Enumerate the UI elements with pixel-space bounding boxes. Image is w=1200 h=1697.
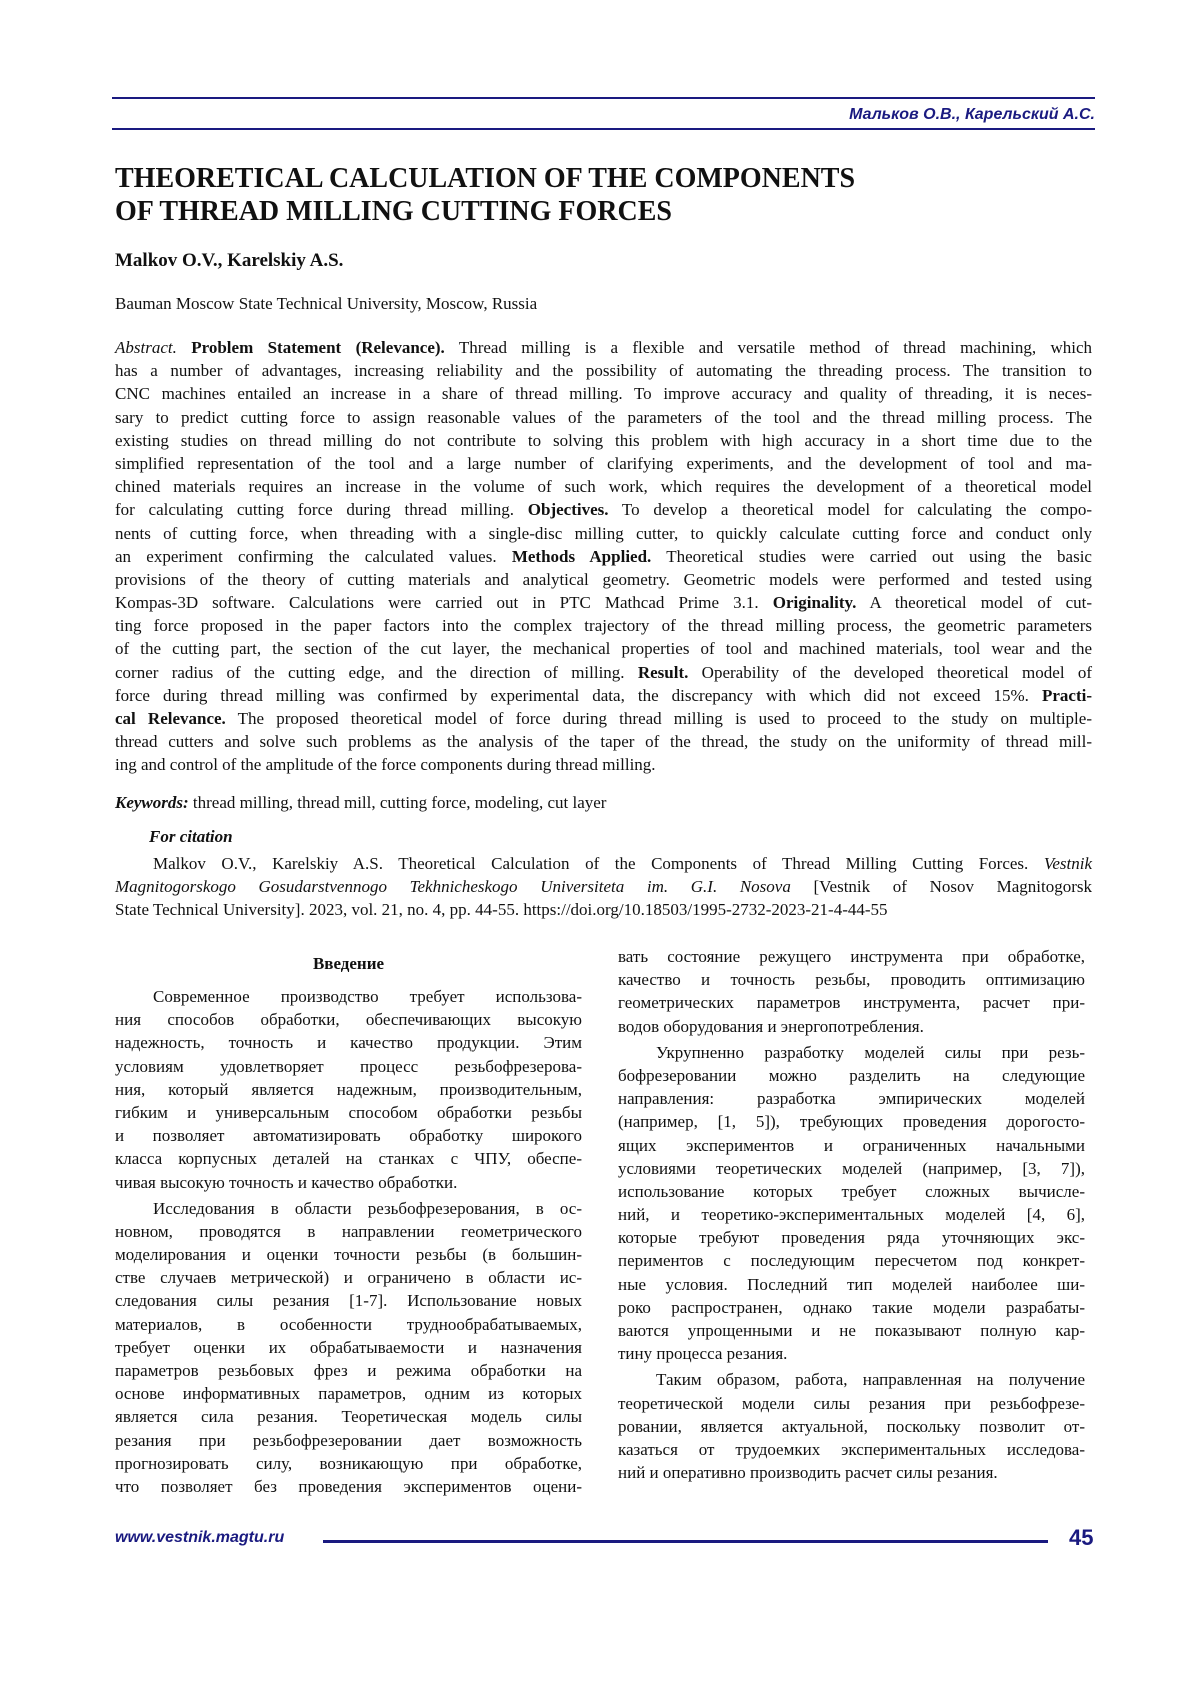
text-line bbox=[115, 791, 1092, 814]
text-line bbox=[115, 1124, 582, 1147]
text-run: прогнозировать силу, возникающую при обработке, bbox=[115, 1454, 582, 1473]
text-line bbox=[618, 1203, 1085, 1226]
author-affiliation: Bauman Moscow State Technical University, Moscow, Russia bbox=[115, 294, 537, 314]
text-line bbox=[115, 359, 1092, 382]
text-line bbox=[115, 614, 1092, 637]
text-line bbox=[115, 1429, 582, 1452]
text-run: CNC machines entailed an increase in a share of thread milling. To improve accuracy and quality of threading, it is neces- bbox=[115, 384, 1092, 403]
text-line bbox=[618, 1064, 1085, 1087]
text-run: for calculating cutting force during thread milling. bbox=[115, 500, 528, 519]
text-run: Thread milling is a flexible and versatile method of thread machining, which bbox=[445, 338, 1092, 357]
text-line bbox=[115, 429, 1092, 452]
text-run: стве случаев метрической) и ограничено в области ис- bbox=[115, 1268, 582, 1287]
text-run: corner radius of the cutting edge, and the direction of milling. bbox=[115, 663, 638, 682]
text-line bbox=[618, 991, 1085, 1014]
text-run: Исследования в области резьбофрезерования, в ос- bbox=[153, 1199, 582, 1218]
text-line bbox=[115, 684, 1092, 707]
text-line bbox=[115, 568, 1092, 591]
title-line-2: OF THREAD MILLING CUTTING FORCES bbox=[115, 195, 855, 228]
text-line bbox=[115, 1475, 582, 1498]
text-run: of the cutting part, the section of the cut layer, the mechanical properties of tool and machined materials, tool wear and the bbox=[115, 639, 1092, 658]
text-run: гибким и универсальным способом обработки резьбы bbox=[115, 1103, 582, 1122]
text-run: условиями теоретических моделей (например, [3, 7]), bbox=[618, 1159, 1085, 1178]
text-run: основе информативных параметров, одним из которых bbox=[115, 1384, 582, 1403]
text-line bbox=[618, 1273, 1085, 1296]
paragraph bbox=[115, 985, 582, 1194]
paragraph bbox=[618, 1041, 1085, 1366]
text-line bbox=[115, 1147, 582, 1170]
italic-run: Vestnik bbox=[1044, 854, 1092, 873]
text-run: водов оборудования и энергопотребления. bbox=[618, 1017, 924, 1036]
text-run bbox=[177, 338, 191, 357]
text-run: To develop a theoretical model for calculating the compo- bbox=[609, 500, 1093, 519]
text-line bbox=[618, 1415, 1085, 1438]
text-line bbox=[618, 1461, 1085, 1484]
running-header-authors: Мальков О.В., Карельский А.С. bbox=[849, 106, 1095, 124]
text-line bbox=[115, 336, 1092, 359]
italic-run: Magnitogorskogo Gosudarstvennogo Tekhnicheskogo Universiteta im. G.I. Nosova bbox=[115, 877, 791, 896]
header-top-rule bbox=[112, 97, 1095, 99]
text-run: казаться от трудоемких экспериментальных исследова- bbox=[618, 1440, 1085, 1459]
text-run: Operability of the developed theoretical model of bbox=[688, 663, 1092, 682]
intro-heading bbox=[115, 952, 582, 975]
italic-run: Abstract. bbox=[115, 338, 177, 357]
text-run: Kompas-3D software. Calculations were carried out in PTC Mathcad Prime 3.1. bbox=[115, 593, 773, 612]
text-line bbox=[115, 661, 1092, 684]
text-line bbox=[115, 852, 1092, 875]
text-line bbox=[115, 1031, 582, 1054]
paragraph bbox=[618, 945, 1085, 1038]
text-line bbox=[618, 1438, 1085, 1461]
text-run: simplified representation of the tool and a large number of clarifying experiments, and the development of tool and ma- bbox=[115, 454, 1092, 473]
text-run: force during thread milling was confirmed by experimental data, the discrepancy with which did not exceed 15%. bbox=[115, 686, 1042, 705]
text-run: has a number of advantages, increasing reliability and the possibility of automating the threading process. The transition to bbox=[115, 361, 1092, 380]
text-run: ния, который является надежным, производительным, bbox=[115, 1080, 582, 1099]
bold-run: Practi- bbox=[1042, 686, 1092, 705]
text-run: роко распространен, однако такие модели разрабаты- bbox=[618, 1298, 1085, 1317]
bold-run: Result. bbox=[638, 663, 689, 682]
citation-heading: For citation bbox=[149, 825, 233, 848]
text-line bbox=[115, 475, 1092, 498]
text-run: ящих экспериментов и ограниченных начальными bbox=[618, 1136, 1085, 1155]
text-run: Укрупненно разработку моделей силы при резь- bbox=[656, 1043, 1085, 1062]
text-line bbox=[115, 1220, 582, 1243]
text-run: ные условия. Последний тип моделей наиболее ши- bbox=[618, 1275, 1085, 1294]
text-line bbox=[115, 1243, 582, 1266]
text-line bbox=[115, 1452, 582, 1475]
text-line bbox=[618, 1015, 1085, 1038]
bold-italic-run: Keywords: bbox=[115, 793, 189, 812]
text-run: что позволяет без проведения экспериментов оцени- bbox=[115, 1477, 582, 1496]
text-line bbox=[115, 1266, 582, 1289]
text-run: provisions of the theory of cutting materials and analytical geometry. Geometric models were performed and tested using bbox=[115, 570, 1092, 589]
text-run: [Vestnik of Nosov Magnitogorsk bbox=[791, 877, 1092, 896]
text-run: existing studies on thread milling do not contribute to solving this problem with high accuracy in a short time due to the bbox=[115, 431, 1092, 450]
text-line bbox=[115, 452, 1092, 475]
text-run: an experiment confirming the calculated values. bbox=[115, 547, 512, 566]
text-line bbox=[115, 637, 1092, 660]
text-run: новном, проводятся в направлении геометрического bbox=[115, 1222, 582, 1241]
text-line bbox=[115, 498, 1092, 521]
text-run: чивая высокую точность и качество обработки. bbox=[115, 1173, 457, 1192]
text-run: Malkov O.V., Karelskiy A.S. Theoretical Calculation of the Components of Thread Milling Cutting Forces. bbox=[153, 854, 1044, 873]
text-line bbox=[115, 1008, 582, 1031]
text-line bbox=[618, 1249, 1085, 1272]
text-line bbox=[115, 1382, 582, 1405]
text-line bbox=[618, 945, 1085, 968]
text-line bbox=[115, 1359, 582, 1382]
text-run: использование которых требует сложных вычисле- bbox=[618, 1182, 1085, 1201]
text-line bbox=[618, 1041, 1085, 1064]
text-line bbox=[115, 1055, 582, 1078]
text-run: качество и точность резьбы, проводить оптимизацию bbox=[618, 970, 1085, 989]
text-line bbox=[618, 1319, 1085, 1342]
text-line bbox=[115, 753, 1092, 776]
text-run: которые требуют проведения ряда уточняющих экс- bbox=[618, 1228, 1085, 1247]
text-run: sary to predict cutting force to assign reasonable values of the parameters of the tool and the thread milling process. The bbox=[115, 408, 1092, 427]
intro-heading-text: Введение bbox=[115, 952, 582, 975]
text-run: Theoretical studies were carried out using the basic bbox=[651, 547, 1092, 566]
text-line bbox=[618, 968, 1085, 991]
text-line bbox=[618, 1087, 1085, 1110]
journal-url-link[interactable]: www.vestnik.magtu.ru bbox=[115, 1529, 284, 1547]
text-line bbox=[115, 1405, 582, 1428]
text-run: следования силы резания [1-7]. Использование новых bbox=[115, 1291, 582, 1310]
text-run: ровании, является актуальной, поскольку позволит от- bbox=[618, 1417, 1085, 1436]
text-run: резания при резьбофрезеровании дает возможность bbox=[115, 1431, 582, 1450]
text-run: thread cutters and solve such problems as the analysis of the taper of the thread, the study on the uniformity of thread mill- bbox=[115, 732, 1092, 751]
intro-left-column bbox=[115, 985, 582, 1501]
text-run: (например, [1, 5]), требующих проведения дорогосто- bbox=[618, 1112, 1085, 1131]
text-line bbox=[115, 1101, 582, 1124]
text-line bbox=[115, 522, 1092, 545]
text-line bbox=[618, 1110, 1085, 1133]
bold-run: Objectives. bbox=[528, 500, 609, 519]
text-run: бофрезеровании можно разделить на следующие bbox=[618, 1066, 1085, 1085]
text-run: A theoretical model of cut- bbox=[856, 593, 1092, 612]
bold-run: Problem Statement (Relevance). bbox=[191, 338, 445, 357]
text-line bbox=[115, 1313, 582, 1336]
text-line bbox=[618, 1368, 1085, 1391]
bold-run: Originality. bbox=[773, 593, 857, 612]
text-run: класса корпусных деталей на станках с ЧПУ, обеспе- bbox=[115, 1149, 582, 1168]
text-run: nents of cutting force, when threading with a single-disc milling cutter, to quickly calculate cutting force and conduct only bbox=[115, 524, 1092, 543]
text-line bbox=[115, 1171, 582, 1194]
text-run: ваются упрощенными и не показывают полную кар- bbox=[618, 1321, 1085, 1340]
footer-rule bbox=[323, 1540, 1048, 1543]
text-run: ing and control of the amplitude of the force components during thread milling. bbox=[115, 755, 656, 774]
text-run: является сила резания. Теоретическая модель силы bbox=[115, 1407, 582, 1426]
text-line bbox=[115, 545, 1092, 568]
text-run: chined materials requires an increase in the volume of such work, which requires the development of a theoretical model bbox=[115, 477, 1092, 496]
text-line bbox=[618, 1157, 1085, 1180]
text-line bbox=[618, 1134, 1085, 1157]
text-run: ния способов обработки, обеспечивающих высокую bbox=[115, 1010, 582, 1029]
article-title bbox=[115, 162, 855, 228]
text-run: ний и оперативно производить расчет силы резания. bbox=[618, 1463, 998, 1482]
keywords bbox=[115, 791, 1092, 814]
header-bottom-rule bbox=[112, 128, 1095, 130]
text-line bbox=[115, 985, 582, 1008]
text-line bbox=[618, 1226, 1085, 1249]
text-line bbox=[115, 1078, 582, 1101]
text-line bbox=[115, 406, 1092, 429]
abstract bbox=[115, 336, 1092, 777]
intro-right-column bbox=[618, 945, 1085, 1487]
text-line bbox=[115, 591, 1092, 614]
text-run: геометрических параметров инструмента, расчет при- bbox=[618, 993, 1085, 1012]
text-run: Современное производство требует использова- bbox=[153, 987, 582, 1006]
text-run: параметров резьбовых фрез и режима обработки на bbox=[115, 1361, 582, 1380]
page-number: 45 bbox=[1069, 1525, 1093, 1551]
text-line bbox=[115, 898, 1092, 921]
text-run: материалов, в особенности труднообрабатываемых, bbox=[115, 1315, 582, 1334]
bold-run: cal Relevance. bbox=[115, 709, 226, 728]
text-run: и позволяет автоматизировать обработку широкого bbox=[115, 1126, 582, 1145]
text-run: направления: разработка эмпирических моделей bbox=[618, 1089, 1085, 1108]
text-line bbox=[115, 1336, 582, 1359]
text-line bbox=[115, 730, 1092, 753]
text-line bbox=[115, 1197, 582, 1220]
text-run: Таким образом, работа, направленная на получение bbox=[656, 1370, 1085, 1389]
text-run: условиям удовлетворяет процесс резьбофрезерова- bbox=[115, 1057, 582, 1076]
text-run: ting force proposed in the paper factors into the complex trajectory of the thread milling process, the geometric parameters bbox=[115, 616, 1092, 635]
text-run: ний, и теоретико-экспериментальных моделей [4, 6], bbox=[618, 1205, 1085, 1224]
text-line bbox=[115, 875, 1092, 898]
text-run: моделирования и оценки точности резьбы (в большин- bbox=[115, 1245, 582, 1264]
text-line bbox=[618, 1342, 1085, 1365]
text-run: теоретической модели силы резания при резьбофрезе- bbox=[618, 1394, 1085, 1413]
paragraph bbox=[115, 1197, 582, 1498]
text-run: тину процесса резания. bbox=[618, 1344, 787, 1363]
article-authors: Malkov O.V., Karelskiy A.S. bbox=[115, 250, 343, 272]
text-line bbox=[115, 1289, 582, 1312]
text-line bbox=[618, 1392, 1085, 1415]
text-line bbox=[115, 382, 1092, 405]
text-line bbox=[618, 1180, 1085, 1203]
title-line-1: THEORETICAL CALCULATION OF THE COMPONENTS bbox=[115, 162, 855, 195]
text-run: The proposed theoretical model of force during thread milling is used to proceed to the study on multiple- bbox=[226, 709, 1092, 728]
text-run: надежность, точность и качество продукции. Этим bbox=[115, 1033, 582, 1052]
paragraph bbox=[618, 1368, 1085, 1484]
bold-run: Methods Applied. bbox=[512, 547, 651, 566]
text-line bbox=[618, 1296, 1085, 1319]
text-run: периментов с последующим пересчетом под конкрет- bbox=[618, 1251, 1085, 1270]
text-run: thread milling, thread mill, cutting force, modeling, cut layer bbox=[189, 793, 607, 812]
text-run: требует оценки их обрабатываемости и назначения bbox=[115, 1338, 582, 1357]
citation bbox=[115, 852, 1092, 922]
text-line bbox=[115, 707, 1092, 730]
text-run: вать состояние режущего инструмента при обработке, bbox=[618, 947, 1085, 966]
text-run: State Technical University]. 2023, vol. 21, no. 4, pp. 44-55. https://doi.org/10.18503/1995-2732-2023-21-4-44-55 bbox=[115, 900, 888, 919]
